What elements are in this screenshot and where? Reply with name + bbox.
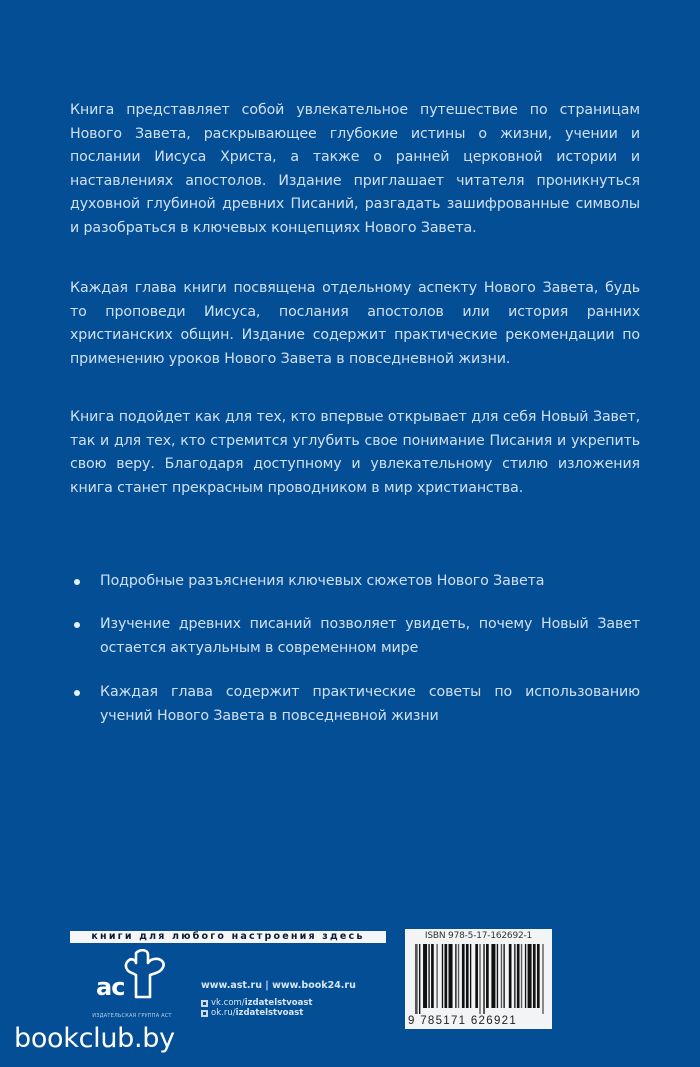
barcode-bar [537,944,540,1008]
barcode-bar [517,944,520,1008]
barcode-bar [542,944,543,1014]
ean-number: 9 785171 626921 [408,1015,518,1027]
bullet-dot-icon [74,622,80,628]
barcode-bar [475,944,478,1008]
barcode-bar [462,944,465,1008]
paragraph-text: Книга представляет собой увлекательное путешествие по страницам Нового Завета, раскрывающее глубокие истины о жизни, учении и послании Иисуса Христа, а также о ранней церковной истории и наставлениях апостолов. Издание приглашает читателя проникнуться духовной глубиной древних Писаний, разгадать зашифрованные символы и разобраться в ключевых концепциях Нового Завета. [70,102,640,236]
vk-handle: izdatelstvoast [244,998,313,1008]
barcode-bar [483,944,484,1014]
ok-icon [201,1010,208,1017]
barcode-bar [444,944,447,1008]
feature-list-item [70,570,640,594]
feature-text: Изучение древних писаний позволяет увидеть, почему Новый Завет остается актуальным в современном мире [100,616,640,656]
barcode-bar [458,944,459,1008]
barcode-bar [491,944,495,1008]
barcode-bar [470,944,471,1008]
barcode-bar [466,944,469,1008]
barcode-bar [521,944,522,1008]
publisher-slogan: книги для любого настроения здесь [70,931,386,943]
description-paragraph-1 [70,99,640,241]
barcode-bar [436,944,437,1008]
feature-text: Подробные разъяснения ключевых сюжетов Нового Завета [100,573,545,589]
barcode-bar [528,944,532,1008]
paragraph-text: Книга подойдет как для тех, кто впервые открывает для себя Новый Завет, так и для тех, кто стремится углубить свое понимание Писания и укрепить свою веру. Благодаря доступному и увлекательному стилю изложения книга станет прекрасным проводником в мир христианства. [70,409,640,496]
publisher-websites[interactable]: www.ast.ru | www.book24.ru [201,980,356,991]
barcode-bar [514,944,515,1008]
feature-text: Каждая глава содержит практические советы по использованию учений Нового Завета в повседневной жизни [100,684,640,724]
ast-logo-figure [126,950,164,997]
barcode-bar [509,944,512,1008]
vk-icon [201,1000,208,1007]
paragraph-text: Каждая глава книги посвящена отдельному аспекту Нового Завета, будь то проповеди Иисуса, послания апостолов или история ранних христианских общин. Издание содержит практические рекомендации по применению уроков Нового Завета в повседневной жизни. [70,280,640,367]
ok-handle: izdatelstvoast [235,1008,304,1018]
vk-prefix: vk.com/ [211,998,245,1008]
barcode-bar [486,944,489,1008]
barcode-bar [503,944,504,1008]
barcode-bar [533,944,536,1008]
barcode-bar [455,944,456,1008]
isbn-number: ISBN 978-5-17-162692-1 [424,931,533,941]
description-paragraph-2 [70,277,640,371]
barcode-bar [497,944,498,1008]
publisher-caption: ИЗДАТЕЛЬСКАЯ ГРУППА АСТ [92,1013,172,1019]
barcode-bar [442,944,443,1008]
ok-link[interactable] [201,1008,396,1018]
barcode-bar [479,944,480,1014]
barcode-bar [419,944,420,1014]
ok-prefix: ok.ru/ [211,1008,236,1018]
feature-list-item [70,681,640,728]
barcode-bars-icon [415,944,545,1014]
publisher-links [201,980,396,1018]
barcode-bar [415,944,418,1014]
feature-list-item [70,613,640,660]
description-paragraph-3 [70,406,640,500]
site-watermark: bookclub.by [14,1023,175,1054]
bullet-dot-icon [74,579,80,585]
isbn-barcode [405,929,552,1029]
ast-logo-letters: ac [96,973,125,1001]
barcode-bar [449,944,453,1008]
barcode-bar [428,944,429,1008]
bullet-dot-icon [74,690,80,696]
ast-logo-icon [92,949,172,1001]
vk-link[interactable] [201,998,396,1008]
barcode-bar [431,944,434,1008]
barcode-bar [501,944,502,1008]
barcode-bar [423,944,427,1008]
barcode-bar [525,944,526,1008]
